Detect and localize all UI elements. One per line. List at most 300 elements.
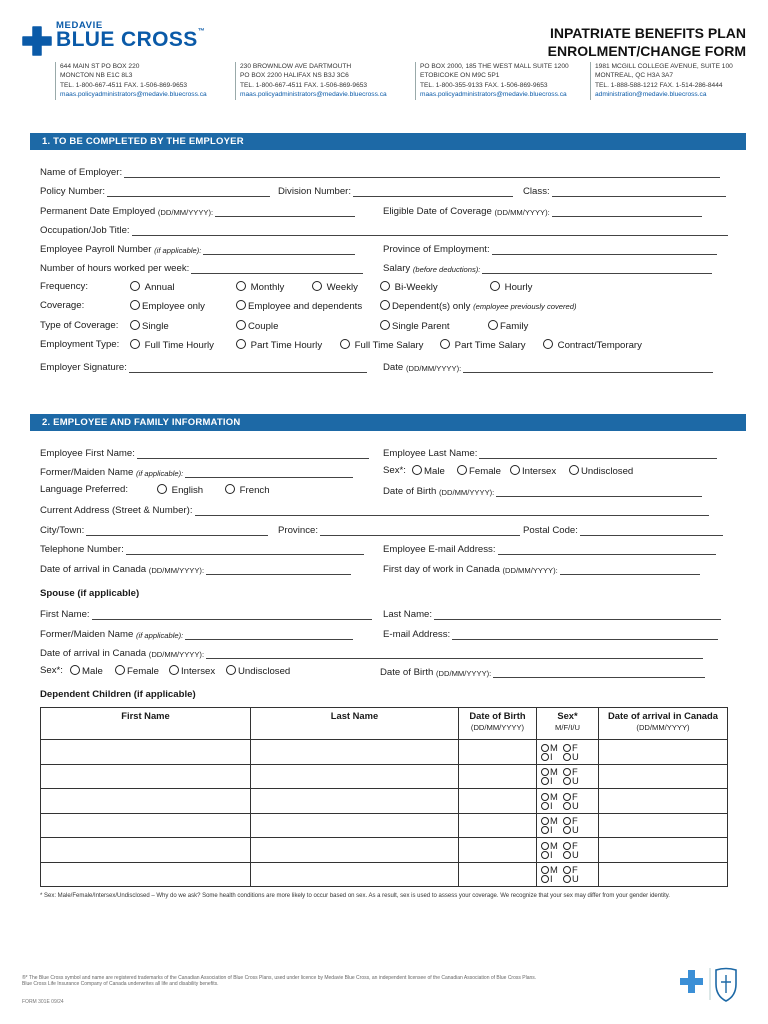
field-label: Last Name: [383,609,433,620]
radio-circle-icon[interactable] [541,842,549,850]
field-input-line[interactable] [492,246,717,255]
dependent-first-name-cell[interactable] [41,789,251,814]
if-applicable-hint: (if applicable): [154,246,202,255]
radio-circle-icon[interactable] [236,320,246,330]
col-sex [537,708,599,740]
col-first-name [41,708,251,740]
radio-circle-icon[interactable] [563,875,571,883]
sex-radio-line [541,825,598,834]
brand-name-top: MEDAVIE [56,20,103,31]
dependent-last-name-cell[interactable] [251,740,459,765]
spouse-email-field[interactable] [383,626,718,640]
radio-circle-icon[interactable] [563,802,571,810]
radio-circle-icon[interactable] [563,842,571,850]
radio-circle-icon[interactable] [541,802,549,810]
payroll-number-field[interactable] [40,241,355,255]
field-input-line[interactable] [496,488,702,497]
radio-circle-icon[interactable] [157,484,167,494]
date-format-hint: (DD/MM/YYYY): [405,364,462,373]
dependent-sex-cell[interactable] [537,862,599,887]
dependent-first-name-cell[interactable] [41,813,251,838]
dependent-arrival-cell[interactable] [599,789,728,814]
type-coverage-label: Type of Coverage: [40,320,119,331]
option-label: Undisclosed [238,666,291,677]
field-label: Date of Birth [383,486,437,497]
employment-full-time-hourly-radio[interactable] [130,339,214,351]
field-label: Division Number: [278,186,352,197]
radio-circle-icon[interactable] [226,665,236,675]
field-label: Date of Birth [380,667,434,678]
sex-u-radio[interactable] [563,776,585,785]
option-label: M [550,790,558,802]
type-single-parent-radio[interactable] [380,320,450,332]
former-name-field[interactable] [40,464,353,478]
address-line2: MONTREAL, QC H3A 3A7 [595,72,674,80]
form-code: FORM 301E 09/24 [22,999,64,1005]
employee-last-name-field[interactable] [383,445,717,459]
option-label: M [550,766,558,778]
spouse-former-name-field[interactable] [40,626,353,640]
radio-circle-icon[interactable] [440,339,450,349]
sex-i-radio[interactable] [541,776,563,785]
address-line1: 1981 MCGILL COLLEGE AVENUE, SUITE 100 [595,63,733,70]
field-input-line[interactable] [463,364,713,373]
field-input-line[interactable] [452,631,718,640]
radio-circle-icon[interactable] [115,665,125,675]
option-label: Bi-Weekly [394,282,438,293]
option-label: U [572,799,579,811]
dependent-last-name-cell[interactable] [251,813,459,838]
option-label: Contract/Temporary [557,340,642,351]
radio-circle-icon[interactable] [541,777,549,785]
radio-circle-icon[interactable] [488,320,498,330]
sex-radio-line [541,801,598,810]
province-employment-field[interactable] [383,241,717,255]
table-row [41,862,728,887]
radio-circle-icon[interactable] [312,281,322,291]
sex-radio-line [541,850,598,859]
field-label: Employee E-mail Address: [383,544,496,555]
field-input-line[interactable] [137,450,369,459]
radio-circle-icon[interactable] [563,817,571,825]
dependent-dob-cell[interactable] [459,838,537,863]
field-label: Telephone Number: [40,544,124,555]
sex-radio-line [541,776,598,785]
frequency-label: Frequency: [40,281,88,292]
legal-text [22,975,536,988]
sex-i-radio[interactable] [541,752,563,761]
field-input-line[interactable] [498,546,716,555]
radio-circle-icon[interactable] [130,320,140,330]
dependent-last-name-cell[interactable] [251,789,459,814]
radio-circle-icon[interactable] [236,281,246,291]
spouse-last-name-field[interactable] [383,606,721,620]
field-input-line[interactable] [107,188,270,197]
field-label: Former/Maiden Name [40,467,134,478]
option-label: I [550,873,553,885]
field-input-line[interactable] [126,546,364,555]
radio-circle-icon[interactable] [541,793,549,801]
option-label: Single Parent [392,321,450,332]
radio-circle-icon[interactable] [563,744,571,752]
sex-intersex-radio[interactable] [510,465,556,477]
sex-i-radio[interactable] [541,825,563,834]
dependent-first-name-cell[interactable] [41,764,251,789]
field-input-line[interactable] [132,227,728,236]
if-applicable-hint: (if applicable): [135,631,184,640]
option-label: U [572,775,579,787]
dependent-sex-cell[interactable] [537,838,599,863]
col-dob [459,708,537,740]
radio-circle-icon[interactable] [541,753,549,761]
sex-label: Sex*: [383,465,406,476]
address-moncton [55,62,207,100]
language-label: Language Preferred: [40,484,129,495]
radio-circle-icon[interactable] [236,339,246,349]
field-label: Postal Code: [523,525,578,536]
if-applicable-hint: (if applicable): [135,469,184,478]
field-input-line[interactable] [552,188,726,197]
field-input-line[interactable] [493,669,705,678]
radio-circle-icon[interactable] [380,320,390,330]
field-label: Employee Payroll Number [40,244,152,255]
option-label: F [572,741,578,753]
sex-u-radio[interactable] [563,825,585,834]
field-input-line[interactable] [191,265,363,274]
employment-part-time-salary-radio[interactable] [440,339,526,351]
frequency-monthly-radio[interactable] [236,281,284,293]
date-format-hint: (DD/MM/YYYY): [148,566,205,575]
frequency-hourly-radio[interactable] [490,281,532,293]
radio-circle-icon[interactable] [490,281,500,291]
hours-per-week-field[interactable] [40,260,363,274]
radio-circle-icon[interactable] [457,465,467,475]
dependent-first-name-cell[interactable] [41,838,251,863]
field-input-line[interactable] [320,527,520,536]
address-line3: TEL. 1-888-588-1212 FAX. 1-514-286-8444 [595,81,723,89]
city-field[interactable] [40,522,268,536]
class-field[interactable] [523,183,726,197]
field-input-line[interactable] [185,631,353,640]
dependents-table [40,707,728,887]
table-header-row [41,708,728,740]
dependent-dob-cell[interactable] [459,813,537,838]
table-row [41,764,728,789]
radio-circle-icon[interactable] [563,793,571,801]
province-field[interactable] [278,522,520,536]
spouse-sex-intersex-radio[interactable] [169,665,215,677]
address-dartmouth [235,62,387,100]
first-day-work-field[interactable] [383,561,700,575]
division-number-field[interactable] [278,183,513,197]
radio-circle-icon[interactable] [541,744,549,752]
brand-trademark: ™ [197,28,206,35]
header-text: Sex* [557,710,578,721]
address-line2: MONCTON NB E1C 8L3 [60,72,133,80]
date-format-hint: (DD/MM/YYYY): [436,669,492,678]
radio-circle-icon[interactable] [130,339,140,349]
address-email[interactable]: administration@medavie.bluecross.ca [595,91,707,99]
address-email[interactable]: maas.policyadministrators@medavie.bluecross.ca [240,91,387,99]
employment-full-time-salary-radio[interactable] [340,339,423,351]
option-label: Male [82,666,103,677]
legal-line-1: ®* The Blue Cross symbol and name are registered trademarks of the Canadian Association of Blue Cross Plans, used under licence by Medavie Blue Cross, an independent licensee of the Canadian Association of Blue Cross Plans. [22,975,537,981]
field-label: Eligible Date of Coverage [383,206,492,217]
field-input-line[interactable] [92,611,372,620]
date-format-hint: (DD/MM/YYYY): [494,208,550,217]
employment-part-time-hourly-radio[interactable] [236,339,322,351]
field-input-line[interactable] [206,566,351,575]
radio-circle-icon[interactable] [563,826,571,834]
radio-circle-icon[interactable] [543,339,553,349]
radio-circle-icon[interactable] [563,753,571,761]
field-label: Name of Employer: [40,167,123,178]
header-text: Date of Birth [469,710,526,721]
address-email[interactable]: maas.policyadministrators@medavie.bluecross.ca [420,91,567,99]
dependent-last-name-cell[interactable] [251,764,459,789]
date-format-hint: (DD/MM/YYYY): [157,208,214,217]
field-input-line[interactable] [482,265,712,274]
sex-male-radio[interactable] [412,465,445,477]
option-label: I [550,799,553,811]
dependent-last-name-cell[interactable] [251,838,459,863]
radio-circle-icon[interactable] [380,281,390,291]
option-label: Family [500,321,529,332]
employee-email-field[interactable] [383,541,716,555]
employment-contract-radio[interactable] [543,339,642,351]
spouse-dob-field[interactable] [380,664,705,678]
employer-name-field[interactable] [40,164,720,178]
section-2-header: 2. EMPLOYEE AND FAMILY INFORMATION [30,414,746,431]
col-last-name [251,708,459,740]
option-label: Part Time Hourly [250,340,323,351]
field-label: Permanent Date Employed [40,206,156,217]
field-label: Former/Maiden Name [40,629,134,640]
radio-circle-icon[interactable] [510,465,520,475]
dependent-dob-cell[interactable] [459,862,537,887]
field-label: Current Address (Street & Number): [40,505,193,516]
radio-circle-icon[interactable] [541,851,549,859]
header-text: First Name [121,710,170,721]
radio-circle-icon[interactable] [563,768,571,776]
dependent-sex-cell[interactable] [537,789,599,814]
field-label: Employee First Name: [40,448,135,459]
before-deductions-hint: (before deductions): [412,265,481,274]
date-format-hint: (DD/MM/YYYY): [148,650,205,659]
spouse-arrival-field[interactable] [40,645,703,659]
dependents-table-body [41,740,728,887]
radio-circle-icon[interactable] [541,875,549,883]
sex-i-radio[interactable] [541,801,563,810]
option-label: M [550,741,558,753]
sex-u-radio[interactable] [563,801,585,810]
language-french-radio[interactable] [225,484,270,496]
dependent-sex-cell[interactable] [537,740,599,765]
radio-circle-icon[interactable] [169,665,179,675]
dependent-arrival-cell[interactable] [599,740,728,765]
permanent-date-field[interactable] [40,203,355,217]
field-label: Class: [523,186,550,197]
occupation-field[interactable] [40,222,728,236]
option-label: Intersex [181,666,216,677]
employee-first-name-field[interactable] [40,445,369,459]
field-input-line[interactable] [86,527,268,536]
dependent-dob-cell[interactable] [459,789,537,814]
type-family-radio[interactable] [488,320,528,332]
frequency-biweekly-radio[interactable] [380,281,438,293]
dependent-arrival-cell[interactable] [599,862,728,887]
type-couple-radio[interactable] [236,320,278,332]
option-label: Male [424,466,445,477]
radio-circle-icon[interactable] [569,465,579,475]
option-label: English [171,485,204,496]
field-input-line[interactable] [124,169,720,178]
option-label: Employee and dependents [248,301,363,312]
radio-circle-icon[interactable] [130,281,140,291]
option-label: F [572,864,578,876]
option-label: F [572,766,578,778]
option-label: Hourly [504,282,533,293]
blue-cross-blue-shield-logos [680,966,740,1004]
dependent-first-name-cell[interactable] [41,740,251,765]
radio-circle-icon[interactable] [225,484,235,494]
spouse-sex-undisclosed-radio[interactable] [226,665,290,677]
option-label: I [550,848,553,860]
option-label: Part Time Salary [454,340,526,351]
dependent-sex-cell[interactable] [537,764,599,789]
field-input-line[interactable] [215,208,355,217]
field-label: Date [383,362,404,373]
option-label: I [550,775,553,787]
field-input-line[interactable] [353,188,513,197]
radio-circle-icon[interactable] [541,817,549,825]
option-label: French [239,485,270,496]
date-format-hint: (DD/MM/YYYY): [439,488,495,497]
salary-field[interactable] [383,260,712,274]
radio-circle-icon[interactable] [380,300,390,310]
frequency-weekly-radio[interactable] [312,281,358,293]
field-label: Policy Number: [40,186,106,197]
radio-circle-icon[interactable] [563,851,571,859]
employer-date-field[interactable] [383,359,713,373]
option-label: U [572,750,579,762]
radio-circle-icon[interactable] [541,866,549,874]
radio-circle-icon[interactable] [563,777,571,785]
telephone-field[interactable] [40,541,364,555]
office-addresses [55,62,745,100]
sex-i-radio[interactable] [541,850,563,859]
option-label: Dependent(s) only [392,301,471,312]
frequency-annual-radio[interactable] [130,281,175,293]
radio-circle-icon[interactable] [340,339,350,349]
arrival-date-field[interactable] [40,561,351,575]
address-montreal [590,62,733,100]
sex-i-radio[interactable] [541,874,563,883]
form-title-line2: ENROLMENT/CHANGE FORM [547,43,746,59]
policy-number-field[interactable] [40,183,270,197]
field-label: City/Town: [40,525,85,536]
blue-shield-icon [716,969,736,1002]
legal-line-2: Blue Cross Life Insurance Company of Canada underwrites all life and disability benefits. [22,981,219,988]
spouse-first-name-field[interactable] [40,606,372,620]
dependent-last-name-cell[interactable] [251,862,459,887]
option-label: M [550,815,558,827]
coverage-dependents-only-radio[interactable] [380,300,576,312]
option-label: F [572,790,578,802]
dependent-dob-cell[interactable] [459,740,537,765]
option-label: Full Time Hourly [144,340,214,351]
radio-circle-icon[interactable] [236,300,246,310]
table-row [41,789,728,814]
spouse-sex-female-radio[interactable] [115,665,159,677]
field-input-line[interactable] [129,364,367,373]
sex-undisclosed-radio[interactable] [569,465,633,477]
sex-u-radio[interactable] [563,850,585,859]
brand-name-main [56,28,205,52]
dependent-arrival-cell[interactable] [599,764,728,789]
field-input-line[interactable] [552,208,702,217]
dependent-sex-cell[interactable] [537,813,599,838]
current-address-field[interactable] [40,502,709,516]
address-line3: TEL. 1-800-667-4511 FAX. 1-506-869-9653 [60,81,188,89]
employee-dob-field[interactable] [383,483,702,497]
field-label: Number of hours worked per week: [40,263,190,274]
field-label: E-mail Address: [383,629,451,640]
radio-circle-icon[interactable] [541,826,549,834]
coverage-employee-dependents-radio[interactable] [236,300,362,312]
field-input-line[interactable] [479,450,717,459]
field-input-line[interactable] [206,650,703,659]
header-text: Last Name [330,710,379,721]
sex-u-radio[interactable] [563,752,585,761]
dependent-arrival-cell[interactable] [599,838,728,863]
radio-circle-icon[interactable] [563,866,571,874]
sex-u-radio[interactable] [563,874,585,883]
radio-circle-icon[interactable] [130,300,140,310]
brand-name-main-text: BLUE CROSS [56,28,198,51]
dependent-arrival-cell[interactable] [599,813,728,838]
field-label: Occupation/Job Title: [40,225,130,236]
spouse-sex-male-radio[interactable] [70,665,103,677]
dependent-dob-cell[interactable] [459,764,537,789]
field-input-line[interactable] [203,246,355,255]
option-label: M [550,864,558,876]
spouse-sex-label: Sex*: [40,665,63,676]
field-input-line[interactable] [434,611,721,620]
blue-cross-icon [22,26,52,56]
postal-code-field[interactable] [523,522,723,536]
eligible-date-field[interactable] [383,203,702,217]
employer-signature-field[interactable] [40,359,367,373]
field-label: Province: [278,525,318,536]
radio-circle-icon[interactable] [70,665,80,675]
language-english-radio[interactable] [157,484,203,496]
field-input-line[interactable] [580,527,723,536]
address-email[interactable]: maas.policyadministrators@medavie.bluecross.ca [60,91,207,99]
dependent-first-name-cell[interactable] [41,862,251,887]
sex-radio-line [541,874,598,883]
radio-circle-icon[interactable] [412,465,422,475]
field-input-line[interactable] [560,566,700,575]
coverage-employee-only-radio[interactable] [130,300,205,312]
type-single-radio[interactable] [130,320,169,332]
radio-circle-icon[interactable] [541,768,549,776]
coverage-label: Coverage: [40,300,85,311]
address-line3: TEL. 1-800-355-9133 FAX. 1-506-869-9653 [420,81,548,89]
sex-female-radio[interactable] [457,465,501,477]
field-input-line[interactable] [195,507,709,516]
field-input-line[interactable] [185,469,353,478]
